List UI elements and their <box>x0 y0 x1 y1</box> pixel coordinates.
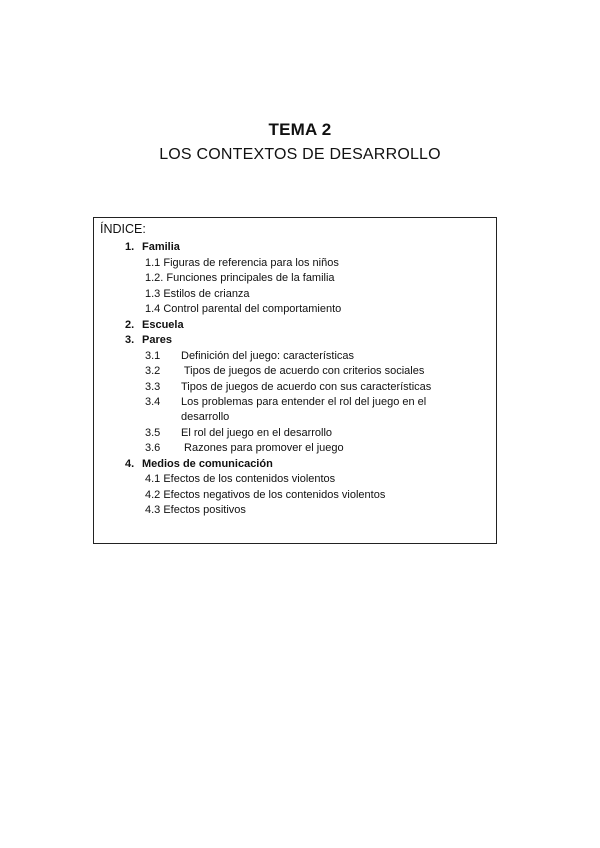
list-item: 1.4 Control parental del comportamiento <box>145 303 342 315</box>
list-item <box>145 395 426 409</box>
list-item <box>145 364 424 378</box>
list-item: 1.1 Figuras de referencia para los niños <box>145 257 339 269</box>
list-item-continuation: desarrollo <box>181 411 230 423</box>
section-escuela <box>125 318 184 332</box>
item-text: Los problemas para entender el rol del juego en el <box>181 396 427 408</box>
list-item: 1.3 Estilos de crianza <box>145 288 250 300</box>
list-item <box>145 380 431 394</box>
section-number: 1. <box>125 241 135 253</box>
section-number: 2. <box>125 319 135 331</box>
list-item <box>145 349 354 363</box>
list-item <box>145 426 332 440</box>
index-heading: ÍNDICE: <box>100 222 146 236</box>
item-text: Razones para promover el juego <box>181 442 344 454</box>
page-title: TEMA 2 <box>268 120 332 139</box>
section-label: Pares <box>142 334 172 346</box>
section-label: Medios de comunicación <box>142 458 273 470</box>
list-item: 4.3 Efectos positivos <box>145 504 246 516</box>
list-item: 1.2. Funciones principales de la familia <box>145 272 335 284</box>
item-number: 3.6 <box>145 442 161 454</box>
list-item: 4.2 Efectos negativos de los contenidos violentos <box>145 489 386 501</box>
section-label: Escuela <box>142 319 184 331</box>
item-number: 3.2 <box>145 365 161 377</box>
item-number: 3.3 <box>145 381 161 393</box>
section-number: 4. <box>125 458 135 470</box>
index-box <box>93 217 497 544</box>
item-number: 3.5 <box>145 427 161 439</box>
item-text: Tipos de juegos de acuerdo con sus características <box>181 381 432 393</box>
section-pares <box>125 333 172 347</box>
section-number: 3. <box>125 334 135 346</box>
section-familia <box>125 240 180 254</box>
item-text: El rol del juego en el desarrollo <box>181 427 333 439</box>
page-subtitle: LOS CONTEXTOS DE DESARROLLO <box>159 146 441 163</box>
item-number: 3.4 <box>145 396 161 408</box>
section-label: Familia <box>142 241 180 253</box>
item-number: 3.1 <box>145 350 161 362</box>
list-item: 4.1 Efectos de los contenidos violentos <box>145 473 336 485</box>
section-medios <box>125 457 273 471</box>
list-item <box>145 441 344 455</box>
item-text: Tipos de juegos de acuerdo con criterios sociales <box>181 365 425 377</box>
item-text: Definición del juego: características <box>181 350 355 362</box>
